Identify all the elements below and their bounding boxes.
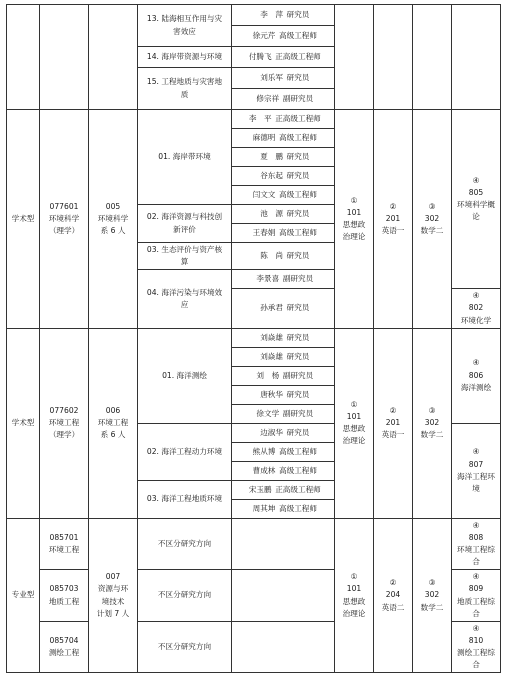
major-line: （理学） bbox=[48, 225, 80, 235]
teacher-cell bbox=[232, 442, 335, 461]
teacher-name: 宋玉鹏 bbox=[248, 484, 272, 494]
type-cell bbox=[7, 328, 40, 518]
direction-name-line: 应 bbox=[180, 299, 189, 309]
exam1-line: ① bbox=[350, 399, 358, 409]
exam1-line: ① bbox=[350, 572, 358, 582]
admissions-table bbox=[6, 4, 501, 673]
direction-cell bbox=[138, 5, 232, 47]
major-cell bbox=[40, 110, 89, 329]
direction-cell bbox=[138, 68, 232, 110]
direction-name-line: 害效应 bbox=[173, 26, 196, 36]
teacher-title: 正高级工程师 bbox=[275, 51, 321, 61]
direction-cell bbox=[138, 480, 232, 518]
type-label: 学术型 bbox=[11, 213, 35, 223]
exam2-cell bbox=[374, 5, 413, 110]
exam1-line: 思想政 bbox=[342, 424, 366, 434]
teacher-cell bbox=[232, 243, 335, 270]
major-line: 环境科学 bbox=[48, 213, 80, 223]
direction-name-line: 算 bbox=[180, 257, 189, 267]
major-line: 085703 bbox=[49, 584, 79, 594]
teacher-title: 研究员 bbox=[286, 303, 310, 313]
major-line: 085704 bbox=[49, 635, 79, 645]
direction-name-line: 03. 海洋工程地质环境 bbox=[146, 494, 223, 504]
exam4-line: 809 bbox=[468, 584, 484, 594]
teacher-cell bbox=[232, 224, 335, 243]
teacher-name: 唐秋华 bbox=[260, 389, 283, 399]
direction-cell bbox=[138, 47, 232, 68]
direction-cell bbox=[138, 621, 232, 673]
teacher-name: 闫文文 bbox=[252, 189, 276, 199]
direction-name-line: 01. 海岸带环境 bbox=[158, 151, 211, 161]
exam1-cell bbox=[335, 110, 374, 329]
exam3-cell bbox=[413, 328, 452, 518]
teacher-title: 副研究员 bbox=[282, 93, 314, 103]
exam2-cell bbox=[374, 328, 413, 518]
teacher-name: 刘乐军 bbox=[260, 72, 283, 82]
exam3-line: 302 bbox=[424, 213, 440, 223]
dept-line: 环境科学 bbox=[97, 213, 129, 223]
teacher-name: 徐文学 bbox=[256, 408, 280, 418]
teacher-cell bbox=[232, 129, 335, 148]
major-line: 085701 bbox=[49, 532, 79, 542]
exam4-line: ④ bbox=[472, 447, 480, 457]
exam4-line: ④ bbox=[472, 358, 480, 368]
exam4-line: 802 bbox=[468, 303, 484, 313]
teacher-cell bbox=[232, 289, 335, 328]
exam2-line: 204 bbox=[385, 590, 401, 600]
direction-name-line: 01. 海洋测绘 bbox=[162, 370, 207, 380]
direction-cell bbox=[138, 270, 232, 328]
direction-cell bbox=[138, 570, 232, 622]
teacher-name: 李景喜 bbox=[256, 274, 280, 284]
dept-cell bbox=[89, 5, 138, 110]
exam3-line: 302 bbox=[424, 418, 440, 428]
exam4-cell bbox=[452, 423, 501, 518]
teacher-title: 高级工程师 bbox=[279, 189, 317, 199]
direction-name-line: 03. 生态评价与资产核 bbox=[146, 245, 223, 254]
exam1-line: 101 bbox=[346, 207, 362, 217]
exam4-line: ④ bbox=[472, 520, 480, 530]
direction-cell bbox=[138, 243, 232, 270]
exam3-line: 数学二 bbox=[420, 602, 444, 612]
teacher-title: 研究员 bbox=[286, 208, 310, 218]
exam2-cell bbox=[374, 110, 413, 329]
dept-cell bbox=[89, 110, 138, 329]
exam3-line: ③ bbox=[428, 405, 436, 415]
exam1-line: 思想政 bbox=[342, 219, 366, 229]
teacher-cell bbox=[232, 385, 335, 404]
exam4-cell bbox=[452, 570, 501, 622]
teacher-title: 研究员 bbox=[286, 389, 310, 399]
exam2-line: 英语一 bbox=[381, 430, 405, 440]
teacher-title: 正高级工程师 bbox=[275, 113, 321, 123]
exam4-line: 805 bbox=[468, 188, 484, 197]
direction-name-line: 新评价 bbox=[173, 224, 196, 234]
teacher-cell bbox=[232, 148, 335, 167]
type-label: 学术型 bbox=[11, 418, 35, 428]
dept-line: 环境工程 bbox=[97, 418, 129, 428]
exam4-cell bbox=[452, 110, 501, 289]
exam1-line: 101 bbox=[346, 412, 362, 422]
teacher-name: 麻德明 bbox=[252, 132, 276, 142]
exam3-cell bbox=[413, 518, 452, 673]
exam2-line: 英语二 bbox=[381, 602, 405, 612]
teacher-name: 李 平 bbox=[248, 113, 272, 123]
teacher-title: 高级工程师 bbox=[279, 503, 317, 513]
direction-cell bbox=[138, 110, 232, 205]
table-row bbox=[7, 110, 501, 129]
major-cell bbox=[40, 621, 89, 673]
major-cell bbox=[40, 570, 89, 622]
teacher-name: 池 源 bbox=[260, 208, 283, 218]
direction-name: 不区分研究方向 bbox=[157, 538, 212, 548]
exam4-line: 海洋工程环境 bbox=[457, 471, 495, 493]
direction-name: 不区分研究方向 bbox=[157, 642, 212, 652]
teacher-cell bbox=[232, 110, 335, 129]
exam4-line: 807 bbox=[468, 459, 484, 469]
teacher-cell bbox=[232, 461, 335, 480]
exam4-line: 806 bbox=[468, 370, 484, 380]
major-line: （理学） bbox=[48, 430, 80, 440]
table-row bbox=[7, 328, 501, 347]
teacher-cell bbox=[232, 366, 335, 385]
teacher-title: 研究员 bbox=[286, 351, 310, 361]
teacher-cell bbox=[232, 68, 335, 89]
teacher-cell bbox=[232, 205, 335, 224]
teacher-cell bbox=[232, 328, 335, 347]
exam1-cell bbox=[335, 518, 374, 673]
dept-cell bbox=[89, 328, 138, 518]
major-cell bbox=[40, 328, 89, 518]
exam4-line: 810 bbox=[468, 635, 484, 645]
direction-name-line: 13. 陆海相互作用与灾 bbox=[146, 14, 223, 24]
teacher-cell bbox=[232, 347, 335, 366]
teacher-name: 边淑华 bbox=[260, 427, 283, 437]
teacher-title: 副研究员 bbox=[282, 274, 314, 284]
exam4-cell bbox=[452, 5, 501, 110]
exam2-line: 201 bbox=[385, 213, 401, 223]
teacher-name: 夏 鹏 bbox=[260, 151, 283, 161]
exam3-cell bbox=[413, 110, 452, 329]
direction-name-line: 质 bbox=[180, 89, 189, 99]
teacher-title: 高级工程师 bbox=[279, 30, 317, 40]
teacher-title: 研究员 bbox=[286, 427, 310, 437]
teacher-cell bbox=[232, 5, 335, 26]
teacher-title: 高级工程师 bbox=[279, 446, 317, 456]
exam3-line: 数学二 bbox=[420, 225, 444, 235]
teacher-name: 徐元芹 bbox=[252, 30, 276, 40]
teacher-name: 刘焱雄 bbox=[260, 332, 283, 342]
exam4-cell bbox=[452, 289, 501, 328]
teacher-title: 研究员 bbox=[286, 251, 310, 261]
table-row bbox=[7, 5, 501, 26]
direction-cell bbox=[138, 423, 232, 480]
exam3-line: ③ bbox=[428, 578, 436, 588]
direction-name-line: 04. 海洋污染与环境效 bbox=[146, 287, 223, 297]
type-cell bbox=[7, 110, 40, 329]
teacher-cell bbox=[232, 167, 335, 186]
exam1-line: ① bbox=[350, 195, 358, 205]
teacher-title: 高级工程师 bbox=[279, 132, 317, 142]
exam1-cell bbox=[335, 5, 374, 110]
major-cell bbox=[40, 5, 89, 110]
exam1-line: 治理论 bbox=[342, 231, 366, 241]
exam4-cell bbox=[452, 328, 501, 423]
teacher-title: 高级工程师 bbox=[279, 465, 317, 475]
exam1-line: 治理论 bbox=[342, 608, 366, 618]
teacher-name: 熊从博 bbox=[252, 446, 276, 456]
teacher-cell bbox=[232, 47, 335, 68]
exam1-cell bbox=[335, 328, 374, 518]
exam1-line: 治理论 bbox=[342, 436, 366, 446]
exam4-cell bbox=[452, 621, 501, 673]
exam1-line: 101 bbox=[346, 584, 362, 594]
teacher-title: 副研究员 bbox=[282, 370, 314, 380]
teacher-name: 付腾飞 bbox=[248, 51, 272, 61]
teacher-name: 刘 杨 bbox=[256, 370, 280, 380]
teacher-cell bbox=[232, 499, 335, 518]
dept-line: 006 bbox=[105, 405, 121, 415]
teacher-name: 孙承君 bbox=[260, 303, 283, 313]
exam4-line: ④ bbox=[472, 175, 480, 185]
dept-line: 计划 7 人 bbox=[96, 608, 130, 618]
exam2-line: ② bbox=[389, 405, 397, 415]
teacher-cell bbox=[232, 89, 335, 110]
teacher-cell bbox=[232, 26, 335, 47]
dept-line: 境技术 bbox=[101, 596, 125, 606]
teacher-title: 研究员 bbox=[286, 72, 310, 82]
exam3-line: 数学二 bbox=[420, 430, 444, 440]
teacher-name: 李 萍 bbox=[260, 9, 283, 19]
teacher-title: 研究员 bbox=[286, 332, 310, 342]
teacher-cell bbox=[232, 270, 335, 289]
exam4-line: 环境化学 bbox=[460, 315, 492, 325]
major-line: 测绘工程 bbox=[48, 648, 80, 658]
dept-line: 005 bbox=[105, 201, 121, 211]
teacher-name: 陈 尚 bbox=[260, 251, 283, 261]
exam2-line: 英语一 bbox=[381, 225, 405, 235]
teacher-name: 曹成林 bbox=[252, 465, 276, 475]
dept-cell bbox=[89, 518, 138, 673]
exam4-cell bbox=[452, 518, 501, 570]
exam2-cell bbox=[374, 518, 413, 673]
teacher-cell bbox=[232, 186, 335, 205]
exam4-line: ④ bbox=[472, 291, 480, 301]
direction-cell bbox=[138, 205, 232, 243]
exam3-line: ③ bbox=[428, 201, 436, 211]
direction-name-line: 15. 工程地质与灾害地 bbox=[146, 77, 223, 87]
exam3-line: 302 bbox=[424, 590, 440, 600]
exam2-line: 201 bbox=[385, 418, 401, 428]
teacher-name: 修宗祥 bbox=[256, 93, 280, 103]
teacher-name: 王春娟 bbox=[252, 227, 276, 237]
teacher-title: 高级工程师 bbox=[279, 227, 317, 237]
teacher-name: 周其坤 bbox=[252, 503, 276, 513]
teacher-title: 研究员 bbox=[286, 9, 310, 19]
dept-line: 007 bbox=[105, 572, 121, 582]
type-label: 专业型 bbox=[11, 590, 35, 600]
exam2-line: ② bbox=[389, 201, 397, 211]
exam2-line: ② bbox=[389, 578, 397, 588]
teacher-name: 谷东起 bbox=[260, 170, 283, 180]
dept-line: 系 6 人 bbox=[100, 430, 126, 440]
exam4-line: 环境科学概论 bbox=[457, 200, 495, 222]
exam4-line: 地质工程综合 bbox=[457, 596, 495, 618]
exam4-line: ④ bbox=[472, 623, 480, 633]
teacher-cell bbox=[232, 621, 335, 673]
teacher-title: 研究员 bbox=[286, 170, 310, 180]
type-cell bbox=[7, 5, 40, 110]
major-line: 077602 bbox=[49, 405, 79, 415]
direction-cell bbox=[138, 518, 232, 570]
teacher-cell bbox=[232, 518, 335, 570]
exam4-line: 808 bbox=[468, 532, 484, 542]
dept-line: 资源与环 bbox=[97, 584, 129, 594]
major-line: 环境工程 bbox=[48, 544, 80, 554]
teacher-title: 正高级工程师 bbox=[275, 484, 321, 494]
exam3-cell bbox=[413, 5, 452, 110]
major-line: 环境工程 bbox=[48, 418, 80, 428]
teacher-title: 研究员 bbox=[286, 151, 310, 161]
exam4-line: 环境工程综合 bbox=[457, 544, 495, 567]
table-row bbox=[7, 518, 501, 570]
major-line: 077601 bbox=[49, 201, 79, 211]
teacher-cell bbox=[232, 404, 335, 423]
major-cell bbox=[40, 518, 89, 570]
exam1-line: 思想政 bbox=[342, 596, 366, 606]
teacher-name: 刘焱雄 bbox=[260, 351, 283, 361]
direction-name-line: 02. 海洋工程动力环境 bbox=[146, 446, 223, 456]
major-line: 地质工程 bbox=[48, 596, 80, 606]
exam4-line: 测绘工程综合 bbox=[457, 648, 495, 670]
teacher-cell bbox=[232, 570, 335, 622]
dept-line: 系 6 人 bbox=[100, 225, 126, 235]
type-cell bbox=[7, 518, 40, 673]
teacher-title: 副研究员 bbox=[282, 408, 314, 418]
teacher-cell bbox=[232, 480, 335, 499]
direction-cell bbox=[138, 328, 232, 423]
direction-name-line: 02. 海洋资源与科技创 bbox=[146, 212, 223, 222]
direction-name: 不区分研究方向 bbox=[157, 590, 212, 600]
direction-name-line: 14. 海岸带资源与环境 bbox=[146, 51, 223, 61]
exam4-line: ④ bbox=[472, 572, 480, 582]
teacher-cell bbox=[232, 423, 335, 442]
exam4-line: 海洋测绘 bbox=[460, 382, 492, 392]
